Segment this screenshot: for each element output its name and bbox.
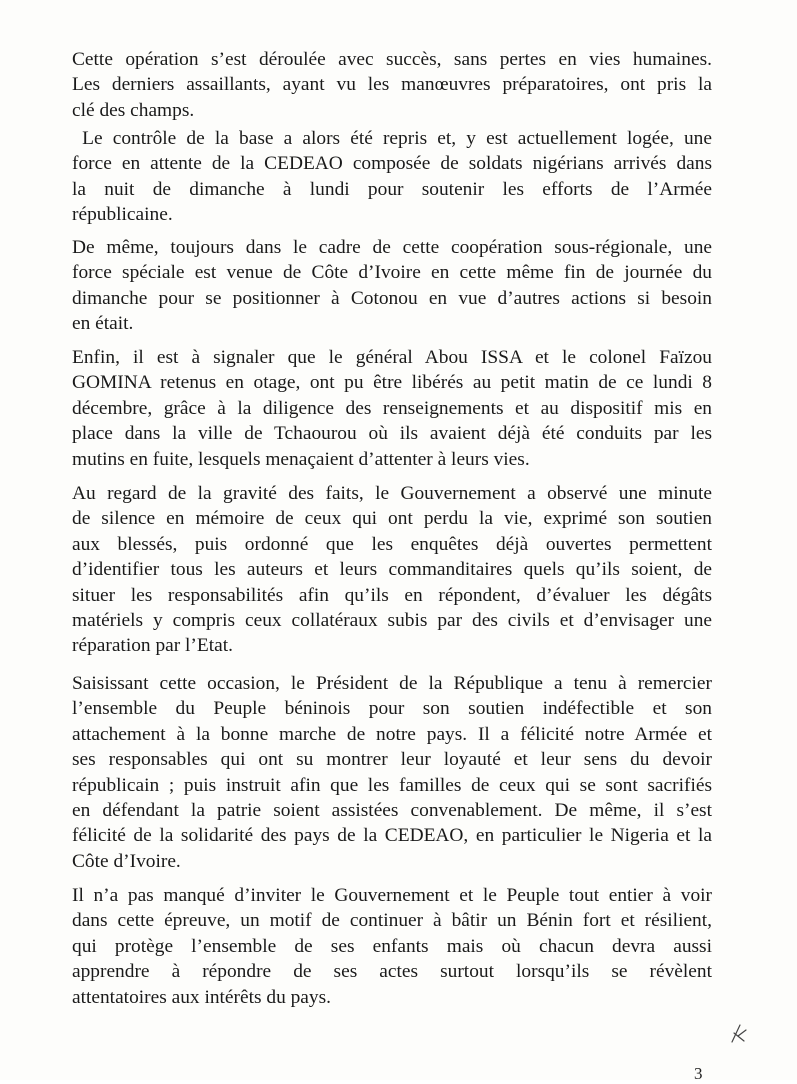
paragraph-line: de silence en mémoire de ceux qui ont perdu la vie, exprimé son soutien (72, 508, 712, 530)
paragraph-line: matériels y compris ceux collatéraux subis par des civils et d’envisager une (72, 610, 712, 632)
paragraph-line: Cette opération s’est déroulée avec succès, sans pertes en vies humaines. (72, 49, 712, 70)
paragraph-line: Le contrôle de la base a alors été repris et, y est actuellement logée, une (72, 128, 712, 149)
paragraph-6 (72, 671, 712, 874)
paragraph-line: situer les responsabilités afin qu’ils en répondent, d’évaluer les dégâts (72, 584, 712, 606)
paragraph-line: en était. (72, 313, 134, 335)
paragraph-line: dans cette épreuve, un motif de continuer à bâtir un Bénin fort et résilient, (72, 910, 712, 932)
paragraph-line: Il n’a pas manqué d’inviter le Gouvernement et le Peuple tout entier à voir (72, 885, 712, 906)
paragraph-line: ses responsables qui ont su montrer leur loyauté et leur sens du devoir (72, 749, 712, 771)
paragraph-7 (72, 883, 712, 1010)
paragraph-line: Côte d’Ivoire. (72, 850, 181, 872)
paragraph-line: décembre, grâce à la diligence des renseignements et au dispositif mis en (72, 397, 712, 419)
paragraph-line: l’ensemble du Peuple béninois pour son soutien indéfectible et son (72, 698, 712, 720)
paragraph-line: Enfin, il est à signaler que le général Abou ISSA et le colonel Faïzou (72, 347, 712, 368)
paragraph-line: d’identifier tous les auteurs et leurs commanditaires quels qu’ils soient, de (72, 559, 712, 581)
paragraph-line: qui protège l’ensemble de ses enfants mais où chacun devra aussi (72, 935, 712, 957)
initials-mark (728, 1022, 750, 1046)
paragraph-line: en défendant la patrie soient assistées convenablement. De même, il s’est (72, 800, 712, 822)
paragraph-line: Saisissant cette occasion, le Président de la République a tenu à remercier (72, 673, 712, 694)
paragraph-5 (72, 481, 712, 659)
paragraph-line: Les derniers assaillants, ayant vu les manœuvres préparatoires, ont pris la (72, 74, 712, 96)
paragraph-line: réparation par l’Etat. (72, 635, 233, 657)
paragraph-line: républicain ; puis instruit afin que les familles de ceux qui se sont sacrifiés (72, 774, 712, 796)
paragraph-line: attentatoires aux intérêts du pays. (72, 986, 331, 1008)
paragraph-3 (72, 235, 712, 337)
paragraph-line: attachement à la bonne marche de notre pays. Il a félicité notre Armée et (72, 723, 712, 745)
paragraph-line: apprendre à répondre de ses actes surtout lorsqu’ils se révèlent (72, 961, 712, 983)
paragraph-line: De même, toujours dans le cadre de cette coopération sous-régionale, une (72, 237, 712, 258)
page-number: 3 (694, 1064, 703, 1083)
paragraph-1 (72, 47, 712, 123)
paragraph-line: la nuit de dimanche à lundi pour soutenir les efforts de l’Armée (72, 178, 712, 200)
paragraph-line: félicité de la solidarité des pays de la CEDEAO, en particulier le Nigeria et la (72, 825, 712, 847)
paragraph-2 (72, 126, 712, 228)
paragraph-line: dimanche pour se positionner à Cotonou en vue d’autres actions si besoin (72, 287, 712, 309)
paragraph-4 (72, 345, 712, 472)
paragraph-line: Au regard de la gravité des faits, le Gouvernement a observé une minute (72, 483, 712, 504)
paragraph-line: GOMINA retenus en otage, ont pu être libérés au petit matin de ce lundi 8 (72, 372, 712, 394)
paragraph-line: force spéciale est venue de Côte d’Ivoire en cette même fin de journée du (72, 262, 712, 284)
paragraph-line: force en attente de la CEDEAO composée de soldats nigérians arrivés dans (72, 153, 712, 175)
paragraph-line: mutins en fuite, lesquels menaçaient d’attenter à leurs vies. (72, 448, 530, 470)
paragraph-line: clé des champs. (72, 99, 195, 121)
paragraph-line: place dans la ville de Tchaourou où ils avaient déjà été conduits par les (72, 423, 712, 445)
paragraph-line: républicaine. (72, 204, 173, 226)
paragraph-line: aux blessés, puis ordonné que les enquêtes déjà ouvertes permettent (72, 533, 712, 555)
